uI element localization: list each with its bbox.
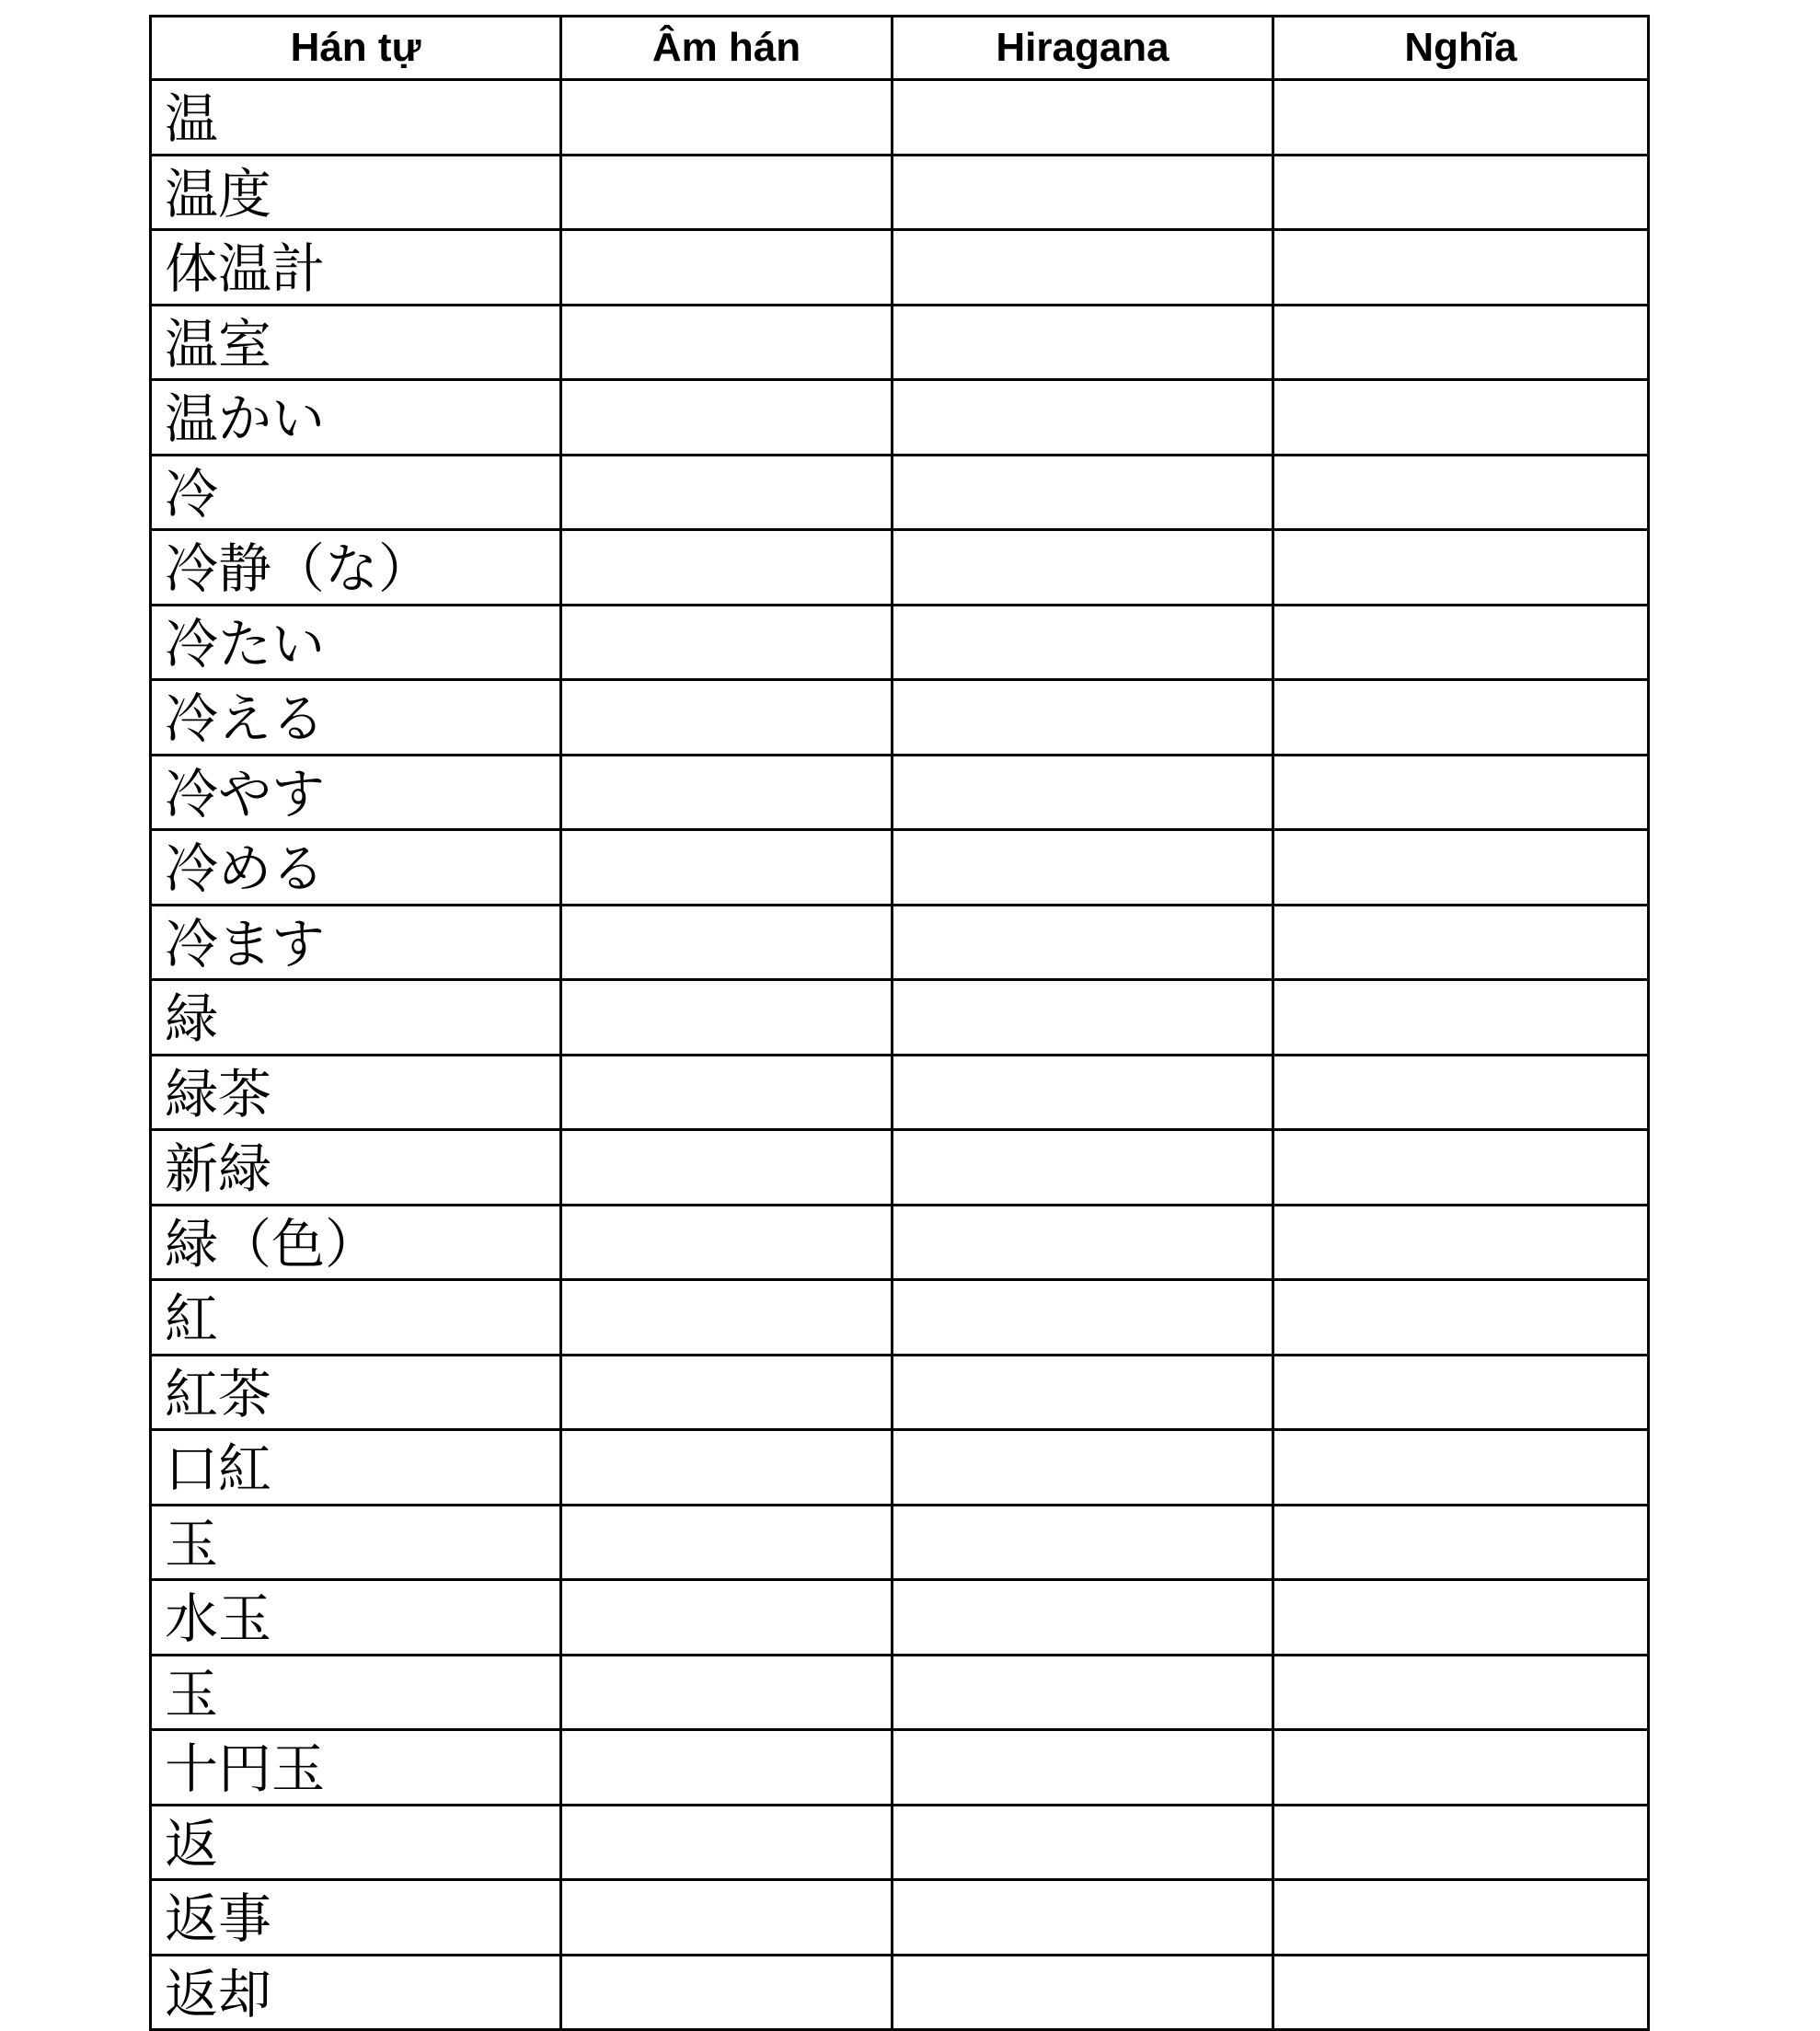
table-row xyxy=(151,1430,1649,1506)
am-han-cell[interactable] xyxy=(561,1430,893,1506)
kanji-cell: 緑 xyxy=(151,980,561,1056)
am-han-cell[interactable] xyxy=(561,830,893,906)
hiragana-cell[interactable] xyxy=(893,980,1273,1056)
table-row xyxy=(151,530,1649,606)
hiragana-cell[interactable] xyxy=(893,380,1273,456)
nghia-cell[interactable] xyxy=(1273,530,1649,606)
nghia-cell[interactable] xyxy=(1273,830,1649,906)
am-han-cell[interactable] xyxy=(561,80,893,156)
am-han-cell[interactable] xyxy=(561,1130,893,1206)
am-han-cell[interactable] xyxy=(561,155,893,230)
hiragana-cell[interactable] xyxy=(893,1805,1273,1880)
hiragana-cell[interactable] xyxy=(893,605,1273,680)
table-row xyxy=(151,305,1649,380)
nghia-cell[interactable] xyxy=(1273,1655,1649,1730)
nghia-cell[interactable] xyxy=(1273,1730,1649,1806)
header-hiragana: Hiragana xyxy=(893,17,1273,80)
am-han-cell[interactable] xyxy=(561,455,893,530)
hiragana-cell[interactable] xyxy=(893,1280,1273,1356)
hiragana-cell[interactable] xyxy=(893,755,1273,830)
hiragana-cell[interactable] xyxy=(893,230,1273,306)
kanji-cell: 玉 xyxy=(151,1505,561,1580)
nghia-cell[interactable] xyxy=(1273,680,1649,756)
nghia-cell[interactable] xyxy=(1273,155,1649,230)
nghia-cell[interactable] xyxy=(1273,1430,1649,1506)
kanji-cell: 冷やす xyxy=(151,755,561,830)
am-han-cell[interactable] xyxy=(561,380,893,456)
kanji-cell: 冷ます xyxy=(151,905,561,980)
kanji-cell: 冷たい xyxy=(151,605,561,680)
am-han-cell[interactable] xyxy=(561,1055,893,1130)
hiragana-cell[interactable] xyxy=(893,1730,1273,1806)
vocabulary-table xyxy=(149,15,1650,2031)
kanji-cell: 冷える xyxy=(151,680,561,756)
nghia-cell[interactable] xyxy=(1273,1055,1649,1130)
table-row xyxy=(151,1130,1649,1206)
table-row xyxy=(151,380,1649,456)
kanji-cell: 返却 xyxy=(151,1955,561,2030)
table-row xyxy=(151,80,1649,156)
am-han-cell[interactable] xyxy=(561,1580,893,1656)
am-han-cell[interactable] xyxy=(561,980,893,1056)
am-han-cell[interactable] xyxy=(561,1505,893,1580)
header-nghia: Nghĩa xyxy=(1273,17,1649,80)
hiragana-cell[interactable] xyxy=(893,905,1273,980)
nghia-cell[interactable] xyxy=(1273,380,1649,456)
table-row xyxy=(151,1355,1649,1430)
am-han-cell[interactable] xyxy=(561,1805,893,1880)
am-han-cell[interactable] xyxy=(561,680,893,756)
table-row xyxy=(151,605,1649,680)
kanji-cell: 十円玉 xyxy=(151,1730,561,1806)
table-row xyxy=(151,1205,1649,1280)
hiragana-cell[interactable] xyxy=(893,1505,1273,1580)
hiragana-cell[interactable] xyxy=(893,830,1273,906)
nghia-cell[interactable] xyxy=(1273,1805,1649,1880)
kanji-cell: 水玉 xyxy=(151,1580,561,1656)
am-han-cell[interactable] xyxy=(561,605,893,680)
kanji-cell: 冷静（な） xyxy=(151,530,561,606)
hiragana-cell[interactable] xyxy=(893,1955,1273,2030)
hiragana-cell[interactable] xyxy=(893,155,1273,230)
nghia-cell[interactable] xyxy=(1273,1580,1649,1656)
nghia-cell[interactable] xyxy=(1273,605,1649,680)
table-row xyxy=(151,1055,1649,1130)
table-row xyxy=(151,455,1649,530)
hiragana-cell[interactable] xyxy=(893,455,1273,530)
kanji-cell: 返 xyxy=(151,1805,561,1880)
table-row xyxy=(151,755,1649,830)
am-han-cell[interactable] xyxy=(561,1655,893,1730)
nghia-cell[interactable] xyxy=(1273,305,1649,380)
am-han-cell[interactable] xyxy=(561,530,893,606)
kanji-cell: 温かい xyxy=(151,380,561,456)
hiragana-cell[interactable] xyxy=(893,1355,1273,1430)
kanji-cell: 冷 xyxy=(151,455,561,530)
nghia-cell[interactable] xyxy=(1273,1355,1649,1430)
am-han-cell[interactable] xyxy=(561,905,893,980)
table-row xyxy=(151,830,1649,906)
nghia-cell[interactable] xyxy=(1273,1505,1649,1580)
kanji-cell: 紅 xyxy=(151,1280,561,1356)
kanji-cell: 返事 xyxy=(151,1880,561,1956)
table-row xyxy=(151,1580,1649,1656)
kanji-cell: 温室 xyxy=(151,305,561,380)
nghia-cell[interactable] xyxy=(1273,905,1649,980)
table-row xyxy=(151,1955,1649,2030)
table-row xyxy=(151,980,1649,1056)
am-han-cell[interactable] xyxy=(561,305,893,380)
table-row xyxy=(151,1655,1649,1730)
hiragana-cell[interactable] xyxy=(893,1205,1273,1280)
kanji-cell: 冷める xyxy=(151,830,561,906)
am-han-cell[interactable] xyxy=(561,1730,893,1806)
nghia-cell[interactable] xyxy=(1273,755,1649,830)
hiragana-cell[interactable] xyxy=(893,1055,1273,1130)
hiragana-cell[interactable] xyxy=(893,305,1273,380)
table-row xyxy=(151,1280,1649,1356)
vocabulary-worksheet xyxy=(149,15,1647,2031)
kanji-cell: 新緑 xyxy=(151,1130,561,1206)
hiragana-cell[interactable] xyxy=(893,1130,1273,1206)
am-han-cell[interactable] xyxy=(561,1880,893,1956)
table-row xyxy=(151,680,1649,756)
am-han-cell[interactable] xyxy=(561,230,893,306)
header-am-han: Âm hán xyxy=(561,17,893,80)
kanji-cell: 緑（色） xyxy=(151,1205,561,1280)
am-han-cell[interactable] xyxy=(561,1355,893,1430)
table-row xyxy=(151,905,1649,980)
hiragana-cell[interactable] xyxy=(893,1580,1273,1656)
nghia-cell[interactable] xyxy=(1273,980,1649,1056)
nghia-cell[interactable] xyxy=(1273,1955,1649,2030)
table-header xyxy=(151,17,1649,80)
nghia-cell[interactable] xyxy=(1273,1280,1649,1356)
nghia-cell[interactable] xyxy=(1273,1880,1649,1956)
am-han-cell[interactable] xyxy=(561,1280,893,1356)
hiragana-cell[interactable] xyxy=(893,1430,1273,1506)
hiragana-cell[interactable] xyxy=(893,1880,1273,1956)
am-han-cell[interactable] xyxy=(561,1205,893,1280)
kanji-cell: 温 xyxy=(151,80,561,156)
am-han-cell[interactable] xyxy=(561,1955,893,2030)
hiragana-cell[interactable] xyxy=(893,1655,1273,1730)
table-row xyxy=(151,1505,1649,1580)
hiragana-cell[interactable] xyxy=(893,530,1273,606)
nghia-cell[interactable] xyxy=(1273,1205,1649,1280)
hiragana-cell[interactable] xyxy=(893,680,1273,756)
table-row xyxy=(151,1730,1649,1806)
kanji-cell: 紅茶 xyxy=(151,1355,561,1430)
table-row xyxy=(151,230,1649,306)
table-row xyxy=(151,1805,1649,1880)
table-row xyxy=(151,155,1649,230)
kanji-cell: 緑茶 xyxy=(151,1055,561,1130)
header-han-tu: Hán tự xyxy=(151,17,561,80)
nghia-cell[interactable] xyxy=(1273,80,1649,156)
header-row xyxy=(151,17,1649,80)
kanji-cell: 玉 xyxy=(151,1655,561,1730)
am-han-cell[interactable] xyxy=(561,755,893,830)
nghia-cell[interactable] xyxy=(1273,1130,1649,1206)
nghia-cell[interactable] xyxy=(1273,455,1649,530)
hiragana-cell[interactable] xyxy=(893,80,1273,156)
kanji-cell: 温度 xyxy=(151,155,561,230)
nghia-cell[interactable] xyxy=(1273,230,1649,306)
table-body xyxy=(151,80,1649,2030)
kanji-cell: 口紅 xyxy=(151,1430,561,1506)
kanji-cell: 体温計 xyxy=(151,230,561,306)
table-row xyxy=(151,1880,1649,1956)
